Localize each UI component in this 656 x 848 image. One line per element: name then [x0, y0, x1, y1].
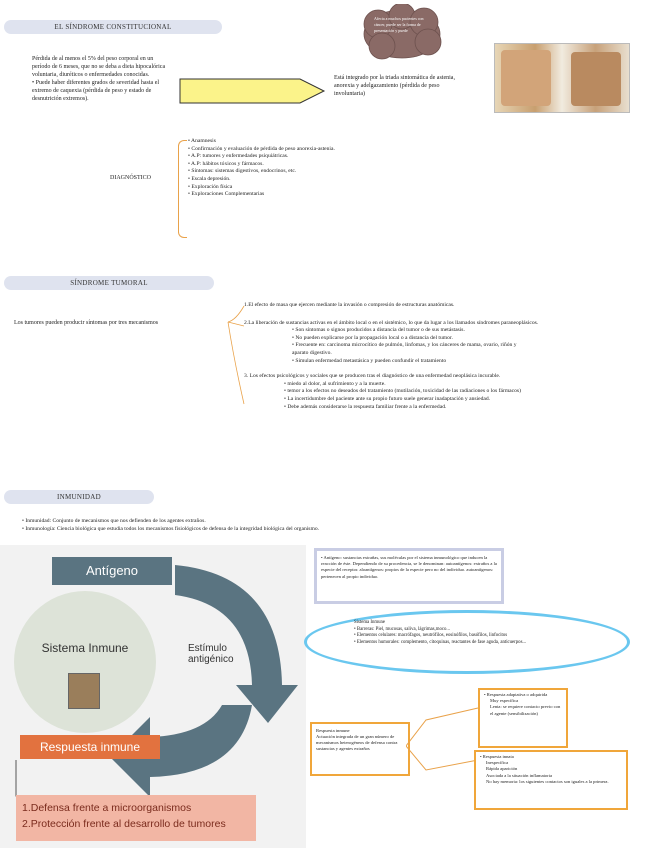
diagnostico-item: • Anamnesis	[188, 138, 216, 144]
diagnostico-item: • Síntomas: sistemas digestivos, endocrinos, etc.	[188, 168, 297, 175]
respuesta-desc: Actuación integrada de un gran número de mecanismos heterogéneos de defensa contra sustancias y agentes extraños	[316, 734, 398, 751]
m2-item: • No pueden explicarse por la propagación local o a distancia del tumor.	[292, 334, 453, 341]
sistema-text-line: • Barreras: Piel, mucosas, saliva, lágrimas,moco...	[354, 626, 450, 632]
innate-response-text	[480, 754, 620, 785]
diagnostico-item: • A.P: tumores y enfermedades psiquiátricas.	[188, 153, 289, 160]
innata-line: • Respuesta innata	[480, 754, 514, 759]
immune-response-text	[316, 728, 402, 752]
immune-diagram	[0, 545, 306, 848]
constitucional-intro	[32, 55, 172, 103]
mechanism-2: 2.La liberación de sustancias activas en el ámbito local o en el sistémico, lo que da lugar a los llamados síndromes paraneoplásicos.	[244, 319, 539, 326]
diagnostico-item: • Escala depresión.	[188, 175, 231, 182]
section-header-tumoral: SÍNDROME TUMORAL	[4, 276, 214, 290]
innata-line: Rápida aparición	[486, 766, 518, 772]
innata-line: No hay memoria: los siguientes contactos son iguales a la primera.	[486, 778, 609, 784]
yellow-arrow-shape	[178, 75, 328, 107]
diagnostico-item: • Exploraciones Complementarias	[188, 191, 265, 198]
adaptativa-line: Muy específica	[490, 698, 519, 704]
immune-system-components	[354, 620, 582, 646]
section-header-inmunidad: INMUNIDAD	[4, 490, 154, 504]
intro-text: Pérdida de al menos el 5% del peso corporal en un período de 6 meses, que no se deba a dieta hipocalórica voluntaria, diuréticos o enfermedades conocidas.	[32, 56, 166, 78]
m3-item: • Debe además considerarse la respuesta familiar frente a la enfermedad.	[284, 403, 447, 410]
inmunidad-def	[22, 518, 642, 526]
inmunidad-definitions	[22, 518, 642, 533]
mechanism-3: 3. Los efectos psicológicos y sociales que se producen tras el diagnóstico de una enfermedad neoplásica incurable.	[244, 373, 501, 380]
tumoral-lead: Los tumores pueden producir síntomas por tres mecanismos	[14, 320, 159, 326]
response-connector	[406, 700, 480, 790]
diagnostico-item: • A.P: hábitos tóxicos y fármacos.	[188, 160, 264, 167]
immune-system-circle	[14, 591, 156, 733]
diagnostico-label: DIAGNÓSTICO	[110, 175, 151, 181]
adaptativa-line: • Respuesta adaptativa o adquirida	[484, 692, 548, 697]
triada-text: Está integrado por la triada sintomática de astenia, anorexia y adelgazamiento (pérdida de peso involuntaria)	[334, 75, 455, 97]
tumoral-mechanisms	[244, 302, 644, 411]
adaptive-response-text	[484, 692, 562, 717]
immune-system-label: Sistema Inmune	[41, 641, 129, 655]
stimulus-label: Estímulo antigénico	[188, 643, 234, 665]
m3-item: • miedo al dolor, al sufrimiento y a la muerte.	[284, 380, 386, 387]
m3-item: • La incertidumbre del paciente ante su propio futuro suele generar inadaptación y ansiedad.	[284, 395, 491, 402]
diagnostico-item: • Exploración física	[188, 183, 233, 190]
mechanism-1: 1.El efecto de masa que ejercen mediante la invasión o compresión de estructuras anatómicas.	[244, 302, 455, 308]
innata-line: Inespecífica	[486, 760, 509, 766]
response-banner: Respuesta inmune	[20, 735, 160, 759]
m2-item: • Simulan enfermedad metastásica y pueden confundir el tratamiento	[292, 357, 447, 364]
outcome-1: 1.Defensa frente a microorganismos	[22, 802, 192, 814]
m2-item: • Son síntomas o signos producidos a distancia del tumor o de sus metástasis.	[292, 327, 465, 334]
diagnostico-list	[188, 138, 348, 199]
m2-item: • Frecuente en: carcinoma microcítico de pulmón, linfomas, y los cánceres de mama, ovario, riñón y aparato digestivo.	[292, 342, 517, 356]
diagnostico-item: • Confirmación y evaluación de pérdida de peso anorexia-astenia.	[188, 145, 335, 152]
sistema-text-line: • Elementos celulares: macrófagos, neutrófilos, eosinófilos, basófilos, linfocitos	[354, 633, 508, 638]
diagnostico-brace	[178, 140, 187, 238]
m3-item: • temor a los efectos no deseados del tratamiento (mutilación, toxicidad de las radiaciones o los fármacos)	[284, 388, 521, 395]
adaptativa-line: Lenta: se requiere contacto previo con el agente (sensibilización)	[490, 704, 561, 716]
cloud-shape	[358, 4, 446, 64]
innata-line: Asociada a la situación inflamatoria	[486, 772, 553, 778]
sistema-text-line: Sistema Inmune	[354, 620, 386, 625]
inmunologia-def: • Inmunología: Ciencia biológica que estudia todos los mecanismos fisiológicos de defensa de la integridad biológica del organismo.	[22, 525, 320, 532]
tumoral-connector-lines	[226, 300, 246, 410]
cloud-text: Afecta a muchos pacientes con cáncer, puede ser la forma de presentación y puede	[374, 16, 424, 33]
sistema-text-line: • Elementos humorales: complemento, citoquinas, reactantes de fase aguda, anticuerpos...	[354, 639, 527, 645]
outcome-2: 2.Protección frente al desarrollo de tumores	[22, 818, 226, 830]
section-header-constitucional: EL SÍNDROME CONSTITUCIONAL	[4, 20, 222, 34]
antigen-label: Antígeno	[85, 563, 139, 578]
immune-system-image	[68, 673, 100, 709]
inmunidad-def-text: • Inmunidad: Conjunto de mecanismos que nos defienden de los agentes extraños.	[22, 518, 206, 524]
grados-text: • Puede haber diferentes grados de severidad hasta el extremo de caquexia (pérdida de peso y estado de desnutrición extremos).	[32, 80, 160, 102]
response-outcomes	[16, 795, 256, 841]
antigen-definition-box: • Antígeno: sustancias extrañas, sus moléculas por el sistema inmunológico que inducen la reacción de éste. Dependiendo de su procedencia, se le denominan: autoantígenos: extraños a la especie del receptor. aloantígenos: propios de la especie pero no del individuo. autoantígenos: pertenecen al propio individuo.	[314, 548, 504, 604]
patient-photo	[494, 43, 630, 113]
respuesta-title: Respuesta inmune	[316, 728, 350, 733]
